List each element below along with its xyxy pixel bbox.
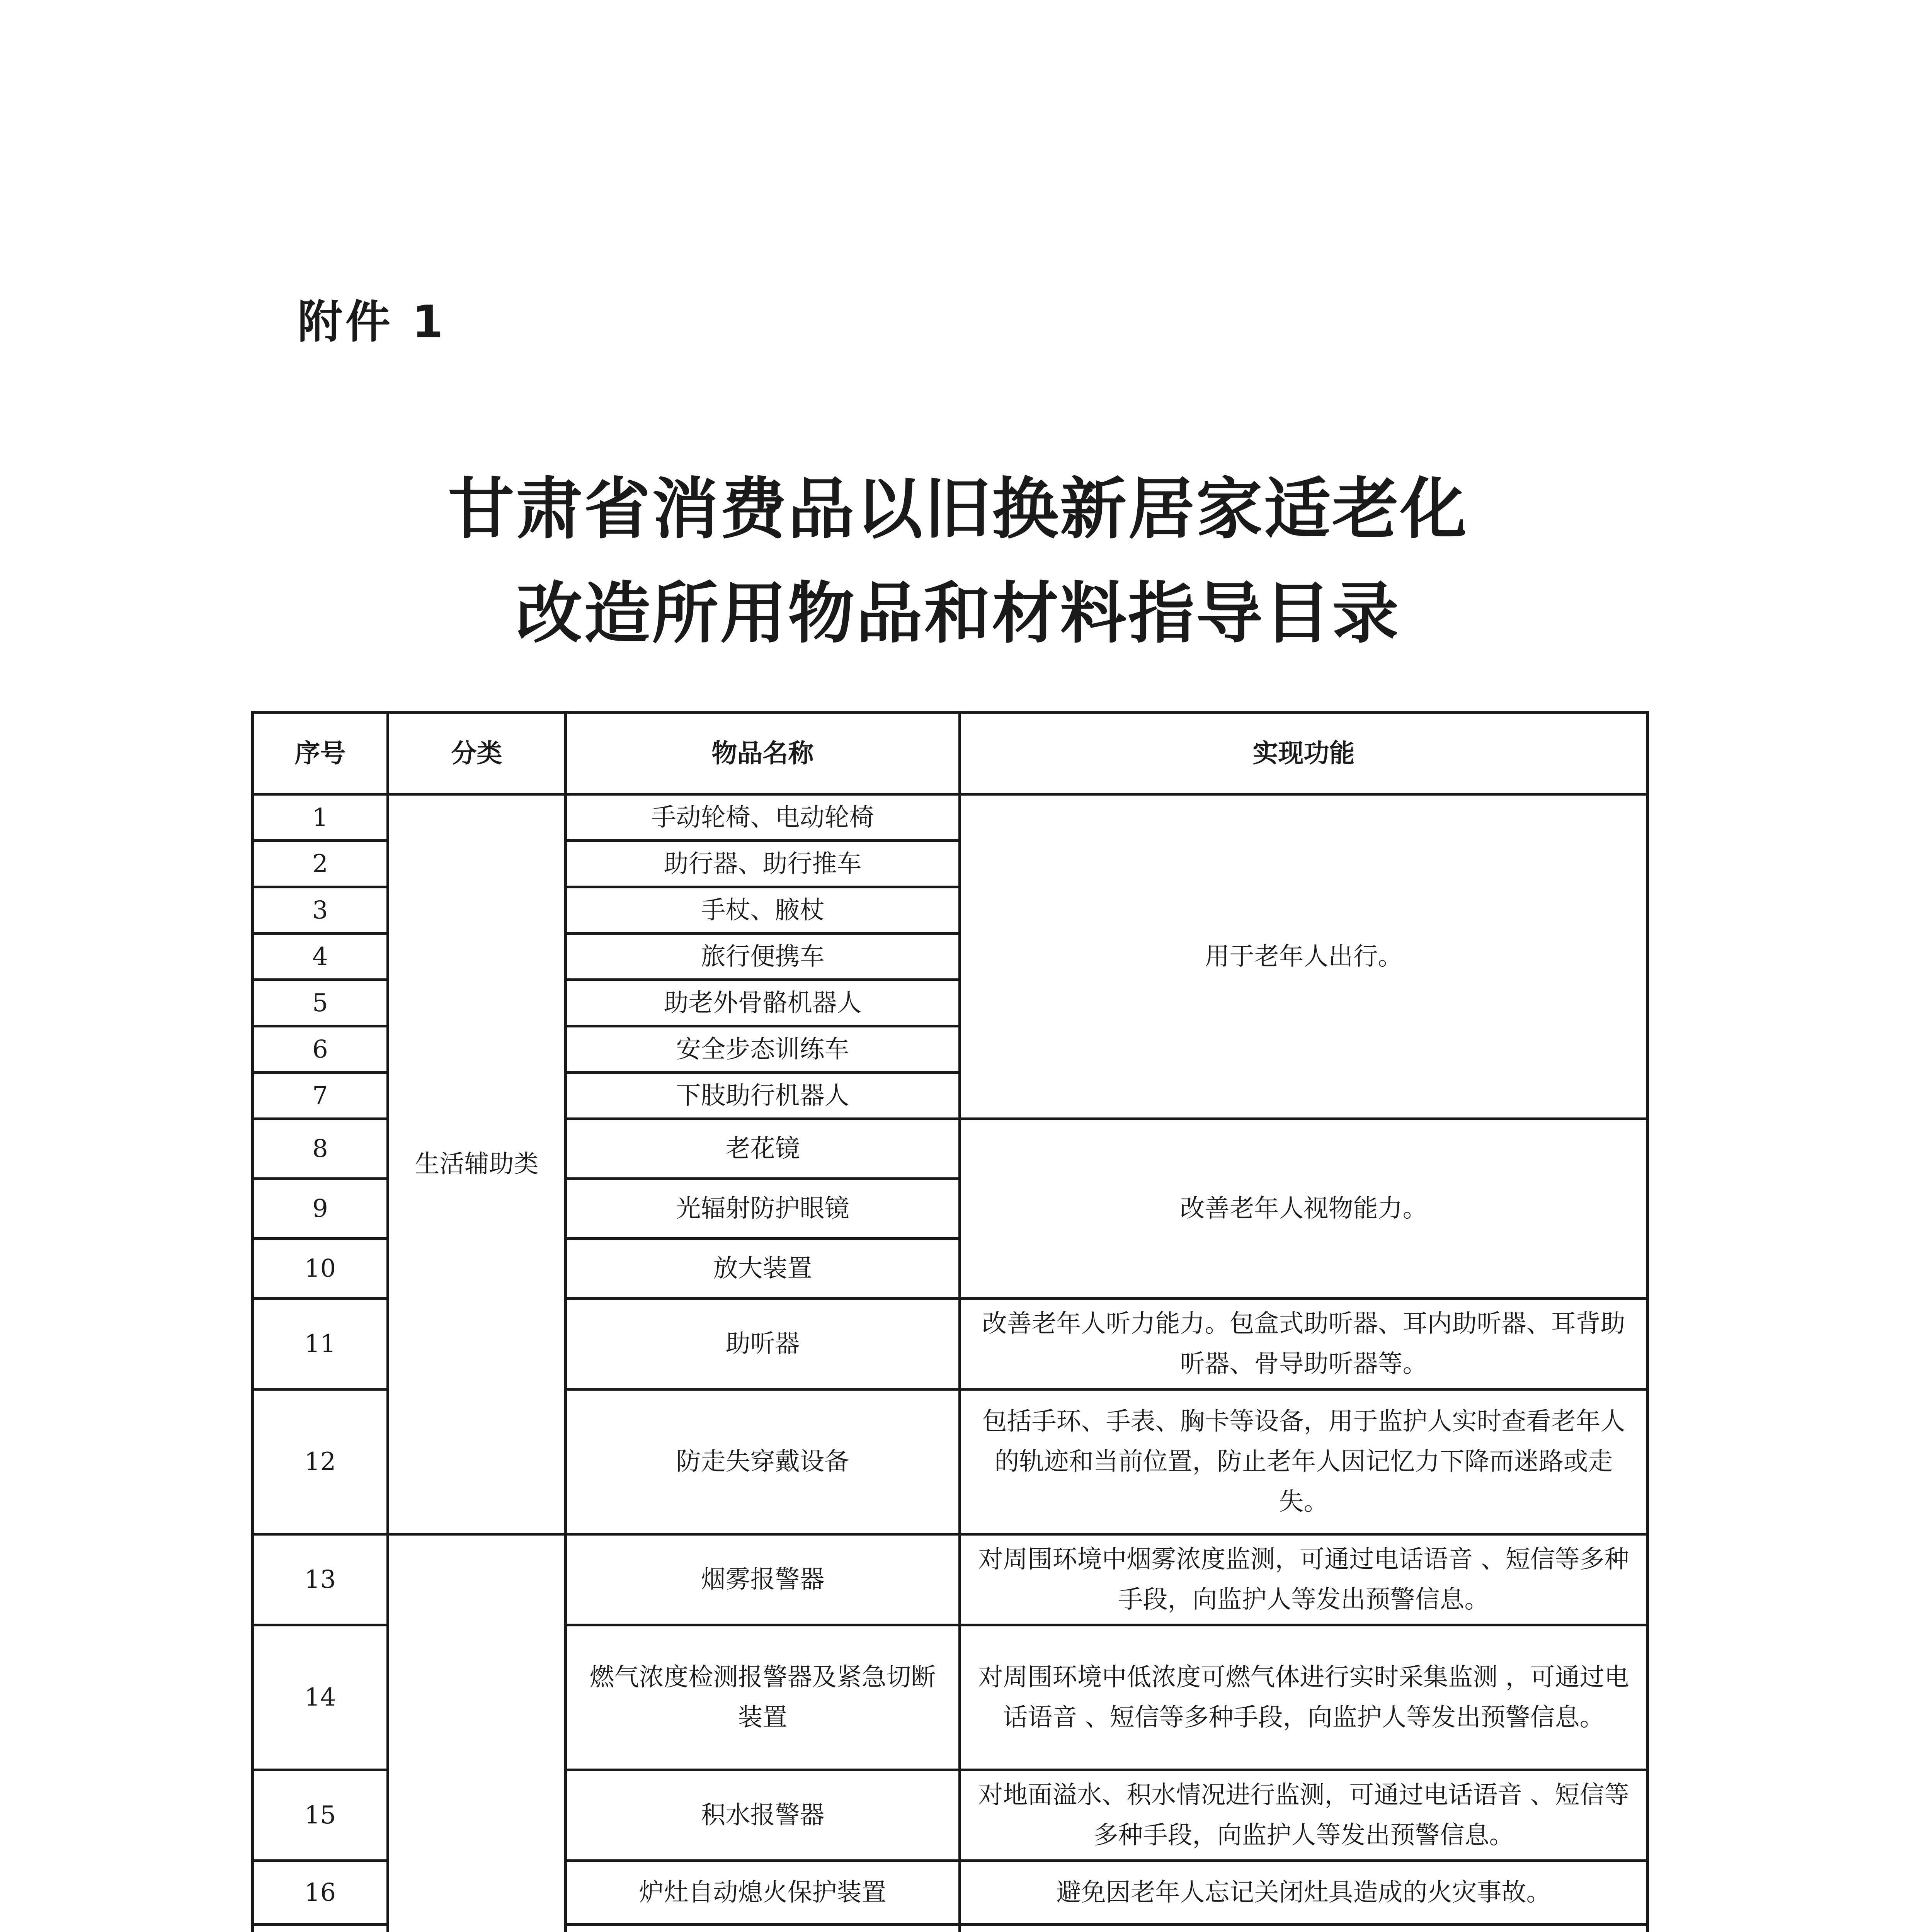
row-number: 2 [253,841,388,887]
item-name: 燃气浓度检测报警器及紧急切断装置 [566,1625,960,1770]
item-name: 旅行便携车 [566,934,960,980]
item-name: 助听器 [566,1299,960,1389]
item-name: 炉灶自动熄火保护装置 [566,1861,960,1925]
item-name: 安全步态训练车 [566,1026,960,1073]
header-category: 分类 [388,713,566,794]
document-title-line-2: 改造所用物品和材料指导目录 [516,574,1400,652]
item-name: 下肢助行机器人 [566,1073,960,1119]
function-cell: 避免因老年人忘记关闭灶具造成的火灾事故。 [960,1861,1648,1925]
row-number: 3 [253,887,388,934]
row-number: 5 [253,980,388,1026]
row-number [253,1925,388,1932]
row-number: 10 [253,1239,388,1299]
row-number: 8 [253,1119,388,1179]
table-row [253,1534,1648,1625]
row-number: 16 [253,1861,388,1925]
item-name: 光辐射防护眼镜 [566,1179,960,1239]
function-cell: 对周围环境中低浓度可燃气体进行实时采集监测 ，可通过电话语音 、短信等多种手段，向监护人等发出预警信息。 [960,1625,1648,1770]
row-number: 12 [253,1389,388,1534]
item-name: 手杖、腋杖 [566,887,960,934]
annex-label: 附件 1 [298,296,447,348]
function-cell: 用于老年人出行。 [960,794,1648,1119]
function-cell: 包括手环、手表、胸卡等设备，用于监护人实时查看老年人的轨迹和当前位置，防止老年人因记忆力下降而迷路或走失。 [960,1389,1648,1534]
row-number: 13 [253,1534,388,1625]
function-cell [960,1925,1648,1932]
category-cell [388,1534,566,1932]
item-name: 烟雾报警器 [566,1534,960,1625]
function-cell: 对周围环境中烟雾浓度监测，可通过电话语音 、短信等多种手段，向监护人等发出预警信息。 [960,1534,1648,1625]
item-name: 助老外骨骼机器人 [566,980,960,1026]
row-number: 6 [253,1026,388,1073]
table-row [253,794,1648,841]
item-name: 老花镜 [566,1119,960,1179]
catalog-table [251,711,1649,1932]
header-index: 序号 [253,713,388,794]
row-number: 11 [253,1299,388,1389]
function-cell: 改善老年人听力能力。包盒式助听器、耳内助听器、耳背助听器、骨导助听器等。 [960,1299,1648,1389]
item-name: 助行器、助行推车 [566,841,960,887]
item-name: 防走失穿戴设备 [566,1389,960,1534]
header-item-name: 物品名称 [566,713,960,794]
row-number: 1 [253,794,388,841]
header-function: 实现功能 [960,713,1648,794]
row-number: 4 [253,934,388,980]
category-cell: 生活辅助类 [388,794,566,1534]
item-name: 手动轮椅、电动轮椅 [566,794,960,841]
function-cell: 对地面溢水、积水情况进行监测，可通过电话语音 、短信等多种手段，向监护人等发出预警信息。 [960,1770,1648,1861]
row-number: 15 [253,1770,388,1861]
row-number: 9 [253,1179,388,1239]
row-number: 14 [253,1625,388,1770]
item-name: 积水报警器 [566,1770,960,1861]
document-title-line-1: 甘肃省消费品以旧换新居家适老化 [448,469,1468,548]
item-name: 放大装置 [566,1239,960,1299]
table-header-row [253,713,1648,794]
function-cell: 改善老年人视物能力。 [960,1119,1648,1299]
item-name [566,1925,960,1932]
row-number: 7 [253,1073,388,1119]
